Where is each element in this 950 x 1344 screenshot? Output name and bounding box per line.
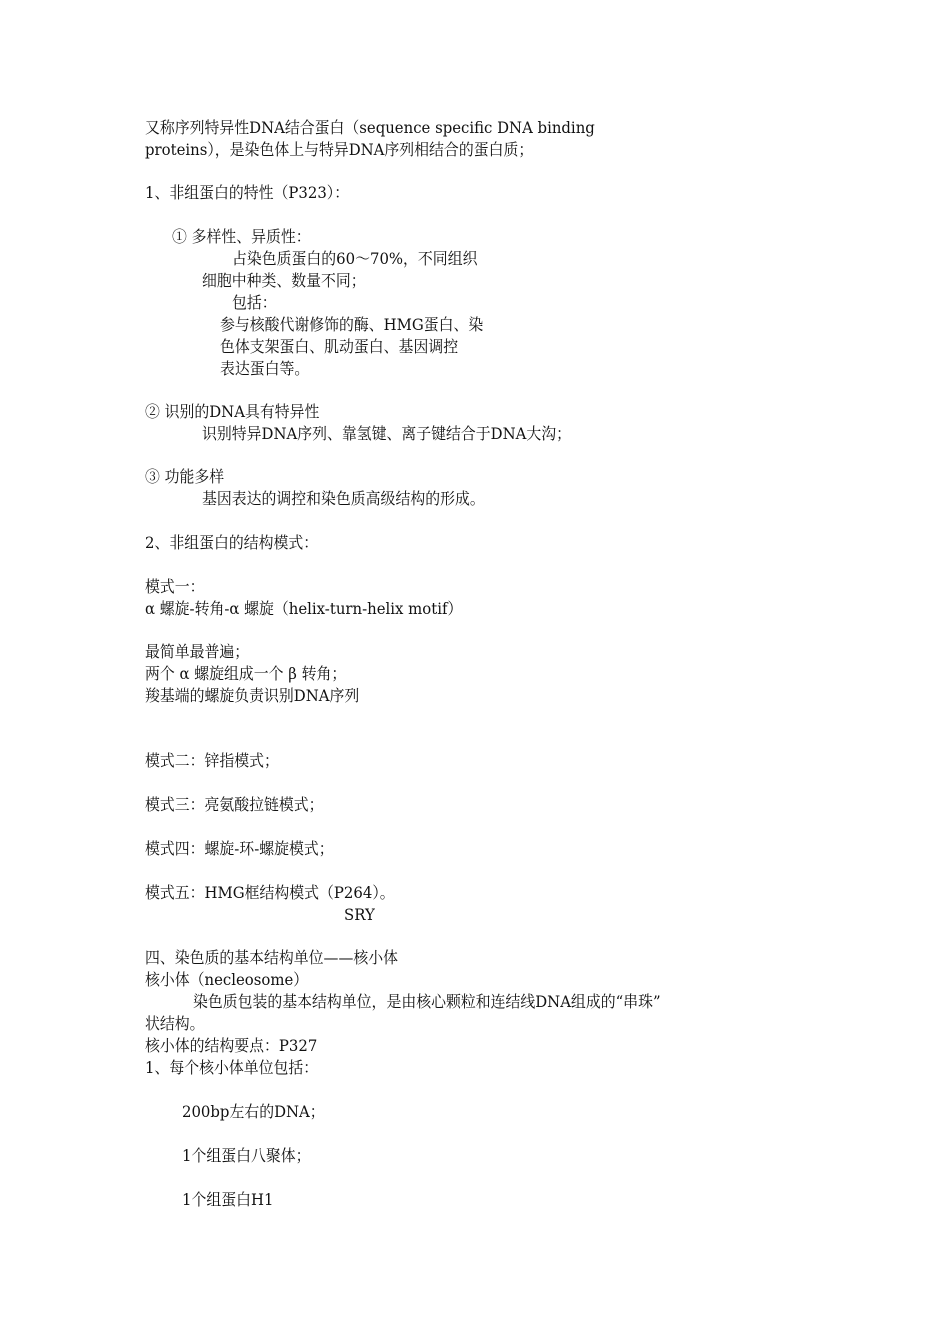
structure-sub-1: 200bp左右的DNA；: [182, 1102, 325, 1121]
point-1-line-6: 表达蛋白等。: [220, 359, 310, 378]
point-1-line-1: 占染色质蛋白的60～70%，不同组织: [232, 249, 478, 268]
section-2-heading: 2、非组蛋白的结构模式：: [145, 533, 319, 552]
mode-1-line-3: 羧基端的螺旋负责识别DNA序列: [145, 686, 360, 705]
point-2-line-1: 识别特异DNA序列、靠氢键、离子键结合于DNA大沟；: [202, 424, 572, 443]
mode-1-line-1: 最简单最普遍；: [145, 642, 250, 661]
mode-1-name: α 螺旋-转角-α 螺旋（helix-turn-helix motif）: [145, 599, 463, 618]
nucleosome-definition-line-2: 状结构。: [145, 1014, 205, 1033]
point-1-title: ① 多样性、异质性：: [172, 227, 311, 246]
mode-4: 模式四：螺旋-环-螺旋模式；: [145, 839, 334, 858]
mode-5-note: SRY: [344, 905, 375, 924]
point-1-line-3: 包括：: [232, 293, 277, 312]
mode-5: 模式五：HMG框结构模式（P264）。: [145, 883, 395, 902]
intro-line-2: proteins），是染色体上与特异DNA序列相结合的蛋白质；: [145, 140, 534, 159]
point-1-line-5: 色体支架蛋白、肌动蛋白、基因调控: [220, 337, 459, 356]
point-1-line-2: 细胞中种类、数量不同；: [202, 271, 366, 290]
structure-sub-3: 1个组蛋白H1: [182, 1190, 274, 1209]
structure-points-title: 核小体的结构要点：P327: [145, 1036, 318, 1055]
point-3-line-1: 基因表达的调控和染色质高级结构的形成。: [202, 489, 485, 508]
nucleosome-definition-line-1: 染色质包装的基本结构单位，是由核心颗粒和连结线DNA组成的“串珠”: [193, 992, 661, 1011]
mode-3: 模式三：亮氨酸拉链模式；: [145, 795, 324, 814]
structure-item-1: 1、每个核小体单位包括：: [145, 1058, 319, 1077]
intro-line-1: 又称序列特异性DNA结合蛋白（sequence specific DNA binding: [145, 118, 595, 137]
mode-2: 模式二：锌指模式；: [145, 751, 279, 770]
mode-1-title: 模式一：: [145, 577, 205, 596]
point-2-title: ② 识别的DNA具有特异性: [145, 402, 320, 421]
point-1-line-4: 参与核酸代谢修饰的酶、HMG蛋白、染: [220, 315, 484, 334]
nucleosome-term: 核小体（necleosome）: [145, 970, 309, 989]
point-3-title: ③ 功能多样: [145, 467, 225, 486]
section-4-heading: 四、染色质的基本结构单位——核小体: [145, 948, 398, 967]
section-1-heading: 1、非组蛋白的特性（P323）：: [145, 183, 350, 202]
structure-sub-2: 1个组蛋白八聚体；: [182, 1146, 311, 1165]
mode-1-line-2: 两个 α 螺旋组成一个 β 转角；: [145, 664, 347, 683]
